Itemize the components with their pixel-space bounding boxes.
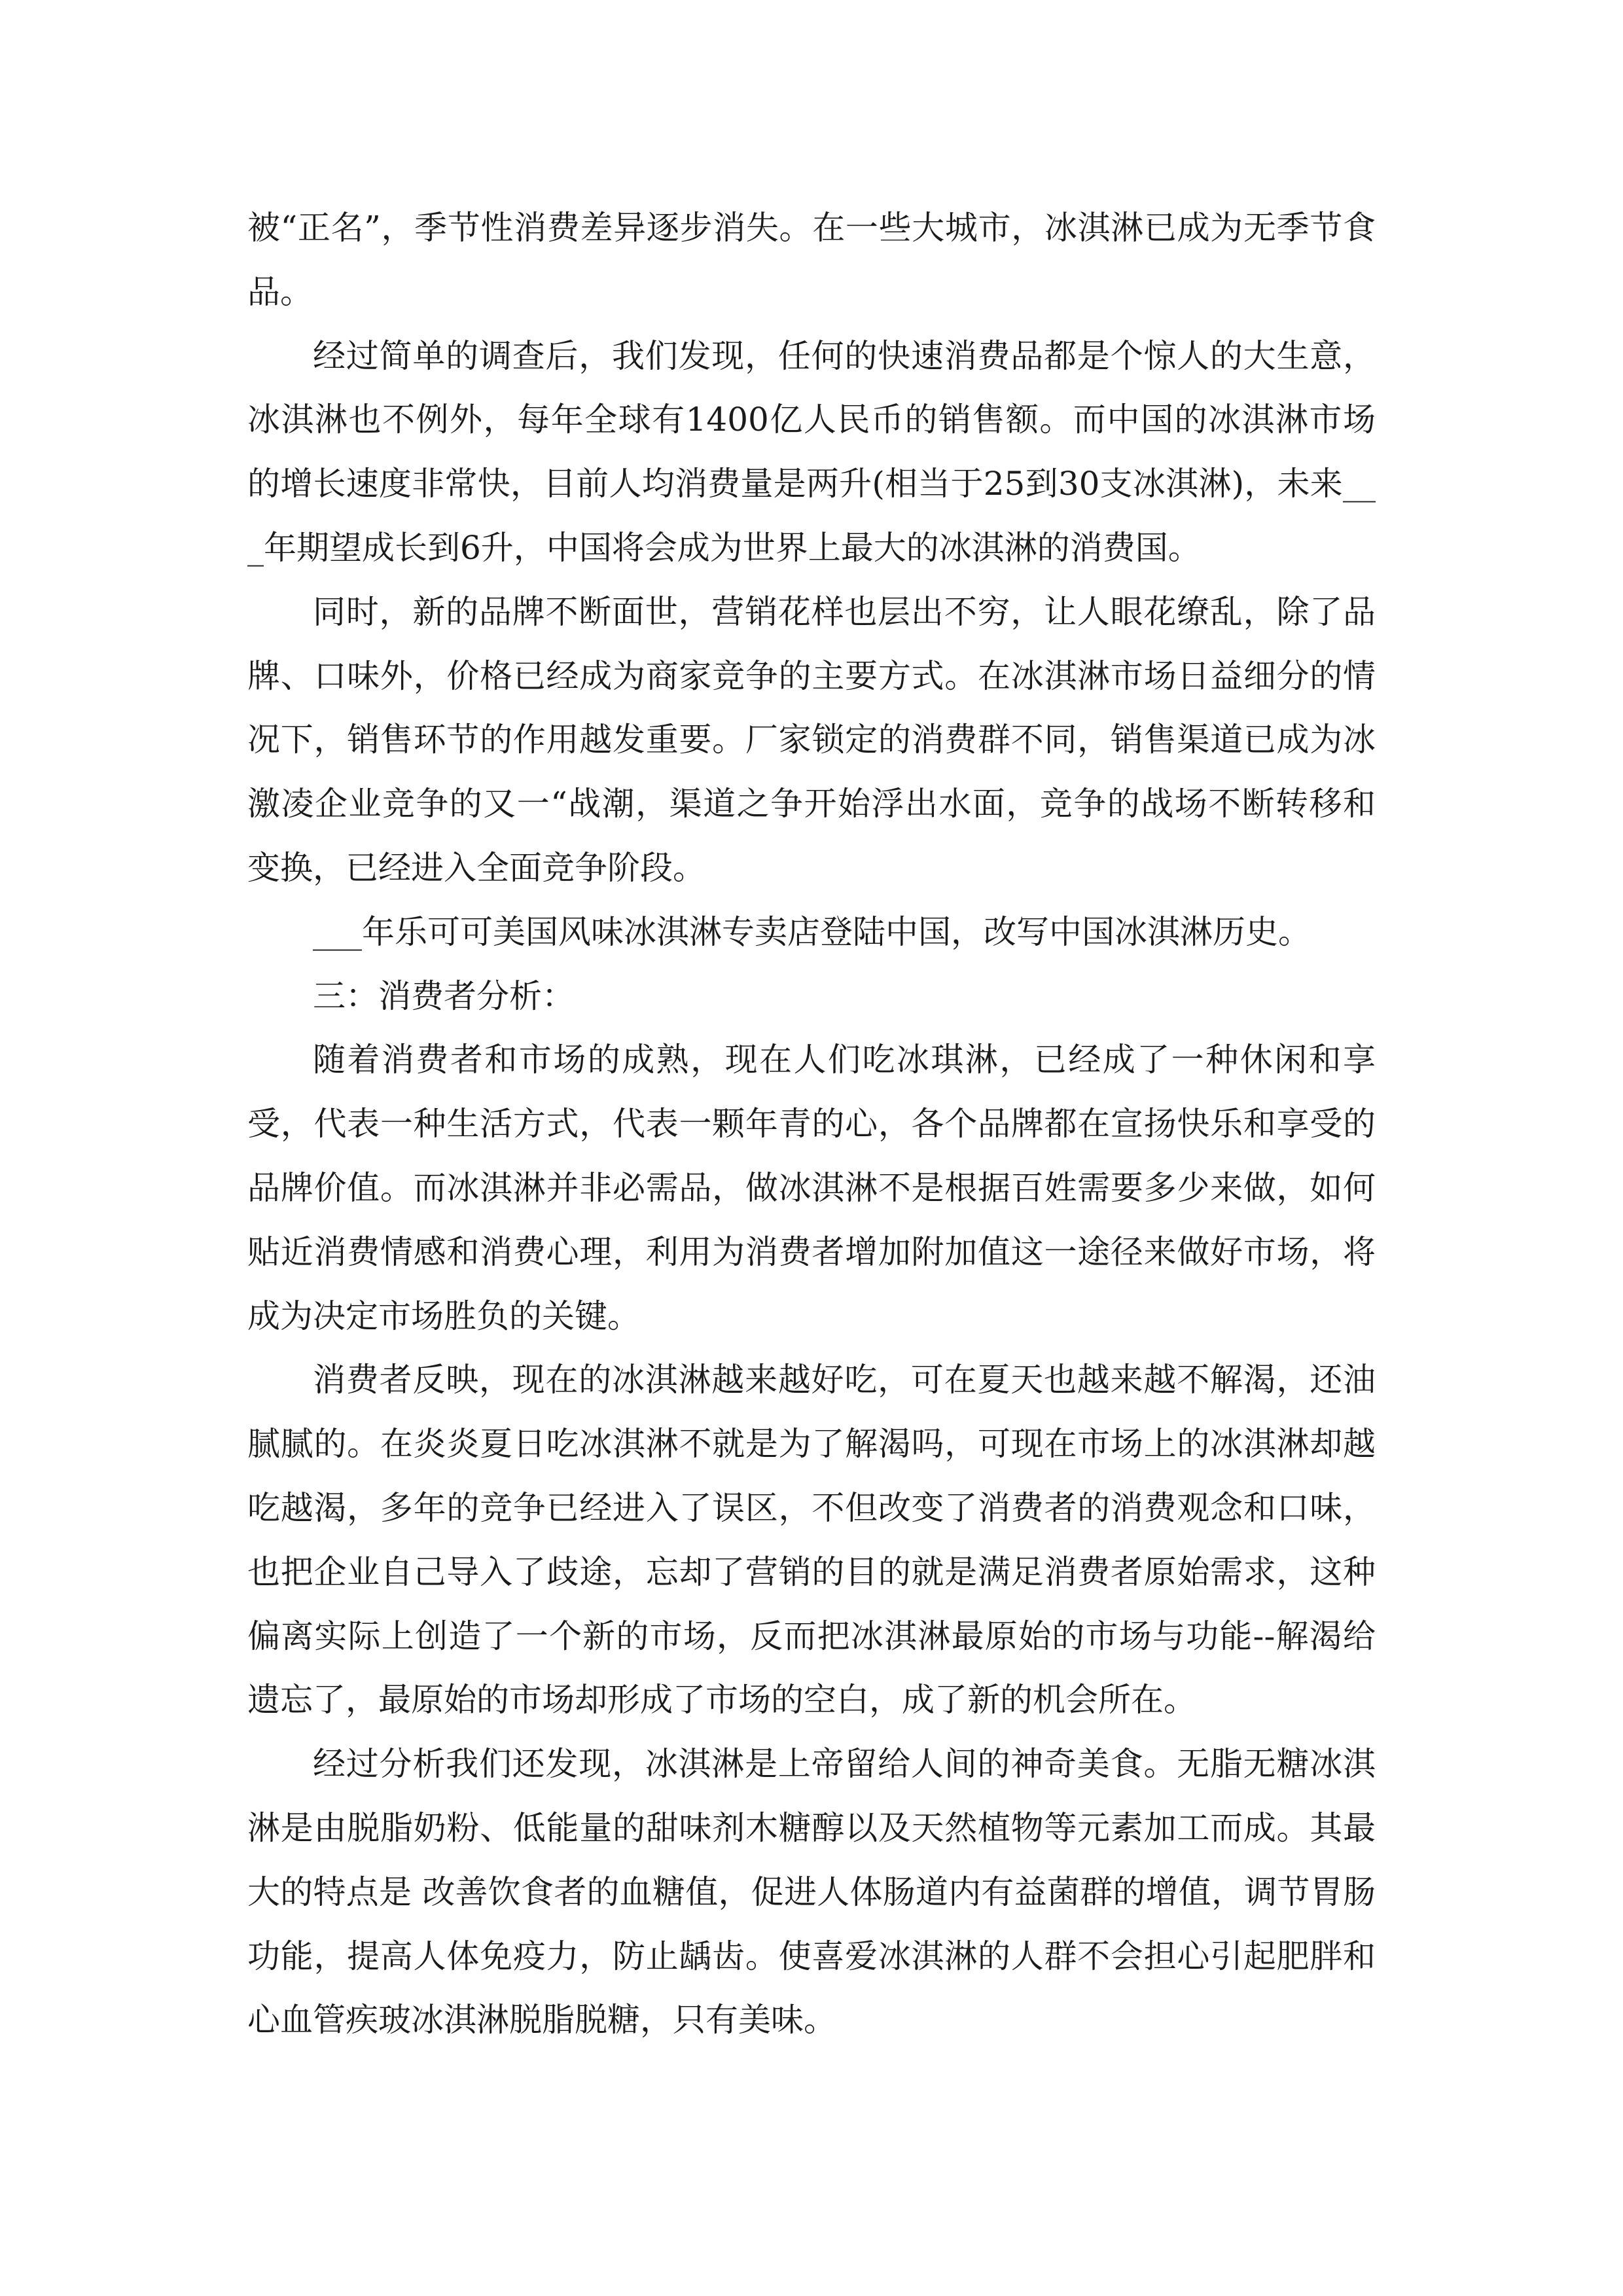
paragraph-market-growth: 经过简单的调查后，我们发现，任何的快速消费品都是个惊人的大生意，冰淇淋也不例外，每年全球有1400亿人民币的销售额。而中国的冰淇淋市场的增长速度非常快，目前人均消费量是两升(相当于25到30支冰淇淋)，未来___年期望成长到6升，中国将会成为世界上最大的冰淇淋的消费国。 xyxy=(247,336,1376,567)
paragraph-consumer-feedback: 消费者反映，现在的冰淇淋越来越好吃，可在夏天也越来越不解渴，还油腻腻的。在炎炎夏日吃冰淇淋不就是为了解渴吗，可现在市场上的冰淇淋却越吃越渴，多年的竞争已经进入了误区，不但改变了消费者的消费观念和口味，也把企业自己导入了歧途，忘却了营销的目的就是满足消费者原始需求，这种偏离实际上创造了一个新的市场，反而把冰淇淋最原始的市场与功能--解渴给遗忘了，最原始的市场却形成了市场的空白，成了新的机会所在。 xyxy=(247,1361,1376,1719)
paragraph-competition: 同时，新的品牌不断面世，营销花样也层出不穷，让人眼花缭乱，除了品牌、口味外，价格已经成为商家竞争的主要方式。在冰淇淋市场日益细分的情况下，销售环节的作用越发重要。厂家锁定的消费群不同，销售渠道已成为冰激凌企业竞争的又一“战潮，渠道之争开始浮出水面，竞争的战场不断转移和变换，已经进入全面竞争阶段。 xyxy=(247,592,1376,887)
paragraph-brand-entry: ___年乐可可美国风味冰淇淋专卖店登陆中国，改写中国冰淇淋历史。 xyxy=(313,912,1311,951)
paragraph-product-analysis: 经过分析我们还发现，冰淇淋是上帝留给人间的神奇美食。无脂无糖冰淇淋是由脱脂奶粉、低能量的甜味剂木糖醇以及天然植物等元素加工而成。其最大的特点是 改善饮食者的血糖值，促进人体肠道内有益菌群的增值，调节胃肠功能，提高人体免疫力，防止龋齿。使喜爱冰淇淋的人群不会担心引起肥胖和心血管疾玻冰淇淋脱脂脱糖，只有美味。 xyxy=(247,1745,1376,2039)
paragraph-consumer-maturity: 随着消费者和市场的成熟，现在人们吃冰琪淋，已经成了一种休闲和享受，代表一种生活方式，代表一颗年青的心，各个品牌都在宣扬快乐和享受的品牌价值。而冰淇淋并非必需品，做冰淇淋不是根据百姓需要多少来做，如何贴近消费情感和消费心理，利用为消费者增加附加值这一途径来做好市场，将成为决定市场胜负的关键。 xyxy=(247,1041,1376,1335)
paragraph-continuation: 被“正名”，季节性消费差异逐步消失。在一些大城市，冰淇淋已成为无季节食品。 xyxy=(247,209,1376,311)
section-heading-consumer-analysis: 三：消费者分析： xyxy=(313,977,575,1015)
document-body xyxy=(247,196,1376,2053)
